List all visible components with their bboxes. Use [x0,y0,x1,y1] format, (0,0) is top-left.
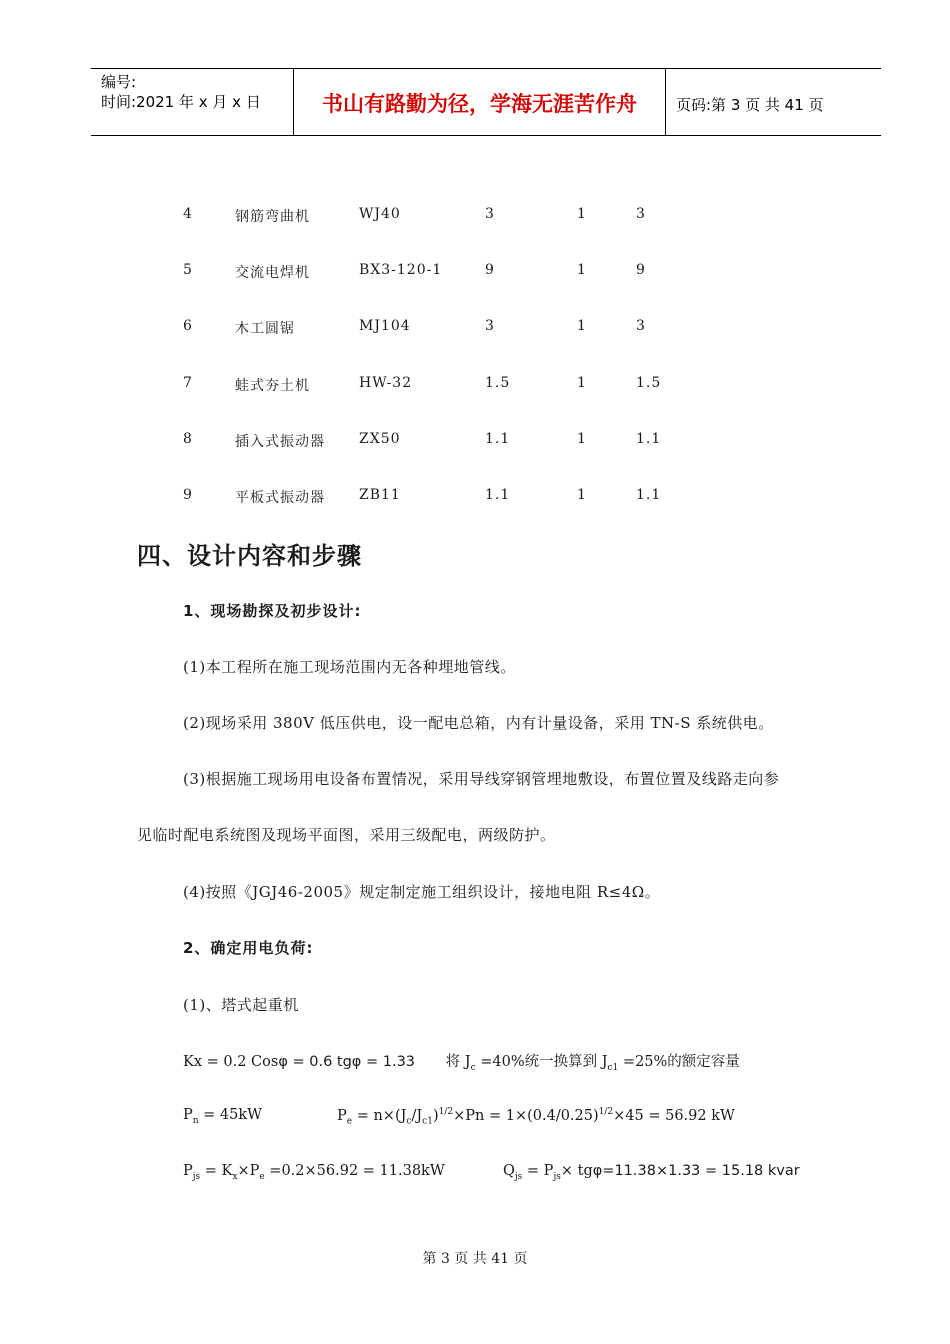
subsection-title-survey: 1、现场勘探及初步设计: [183,602,362,620]
equipment-name: 平板式振动器 [235,490,325,506]
formula-text: =25%的额定容量 [618,1054,740,1070]
equipment-model: HW-32 [359,375,413,391]
list-item: (1)、塔式起重机 [183,996,299,1014]
formula-text: φ=11.38×1.33 = 15.18 kvar [592,1163,800,1179]
row-number: 7 [183,375,193,391]
formula-text: P [183,1107,193,1123]
equipment-power: 3 [485,318,495,334]
formula-subscript: js [514,1171,523,1182]
formula-line-1 [183,1050,740,1073]
formula-subscript: c1 [422,1116,433,1127]
formula-subscript: c [470,1062,476,1073]
formula-line-3b [503,1163,800,1182]
table-row [0,262,950,286]
header-bottom-rule [91,135,881,136]
formula-subscript: c [406,1116,412,1127]
formula-text: = K [200,1163,233,1179]
formula-text: ×P [237,1163,260,1179]
formula-subscript: e [346,1116,353,1127]
equipment-model: ZB11 [359,487,401,503]
table-row [0,206,950,230]
formula-line-3 [183,1163,445,1182]
equipment-quantity: 1 [577,206,587,222]
header-time-label: 时间:2021 年 x 月 x 日 [101,93,261,111]
formula-superscript: 1/2 [438,1107,454,1117]
formula-text: = n×(J [352,1107,407,1124]
subsection-title-load: 2、确定用电负荷: [183,939,314,957]
table-row [0,375,950,399]
equipment-total: 1.1 [636,487,662,503]
equipment-total: 1.5 [636,375,662,391]
equipment-model: BX3-120-1 [359,262,443,278]
equipment-total: 9 [636,262,646,278]
header-page-label: 页码:第 3 页 共 41 页 [676,96,824,114]
equipment-total: 1.1 [636,431,662,447]
equipment-total: 3 [636,206,646,222]
formula-text: = P [522,1163,554,1179]
formula-text: ×Pn = 1×(0.4/0.25) [453,1107,599,1124]
equipment-power: 1.5 [485,375,511,391]
formula-text: =0.2×56.92 = 11.38kW [264,1163,445,1179]
equipment-model: ZX50 [359,431,401,447]
paragraph-continuation: 见临时配电系统图及现场平面图，采用三级配电，两级防护。 [137,826,556,844]
formula-line-2b [337,1107,735,1127]
equipment-quantity: 1 [577,375,587,391]
header-id-label: 编号: [101,73,137,91]
formula-text: ×45 = 56.92 kW [613,1107,735,1124]
formula-line-2 [183,1107,262,1126]
equipment-power: 1.1 [485,487,511,503]
table-row [0,487,950,511]
formula-text: φ = 0.6 tgφ = 1.33 [278,1054,416,1070]
formula-text: 将 J [445,1054,471,1070]
header-motto: 书山有路勤为径，学海无涯苦作舟 [322,92,637,116]
formula-subscript: js [553,1171,561,1182]
formula-subscript: c1 [607,1062,619,1073]
table-row [0,431,950,455]
equipment-name: 木工圆锯 [235,321,295,337]
equipment-power: 9 [485,262,495,278]
formula-text: × tg [560,1163,593,1179]
header-divider-right [665,68,666,136]
formula-text: = 45kW [198,1107,263,1123]
formula-superscript: 1/2 [598,1107,614,1117]
equipment-total: 3 [636,318,646,334]
row-number: 4 [183,206,193,222]
row-number: 8 [183,431,193,447]
equipment-model: WJ40 [359,206,401,222]
equipment-quantity: 1 [577,431,587,447]
formula-text: P [337,1107,347,1124]
equipment-power: 3 [485,206,495,222]
table-row [0,318,950,342]
section-title: 四、设计内容和步骤 [137,542,362,570]
paragraph: (3)根据施工现场用电设备布置情况，采用导线穿钢管埋地敷设，布置位置及线路走向参 [183,770,780,788]
formula-text: Q [503,1163,515,1179]
equipment-name: 蛙式夯土机 [235,378,310,394]
row-number: 9 [183,487,193,503]
equipment-power: 1.1 [485,431,511,447]
formula-subscript: x [232,1171,238,1182]
row-number: 6 [183,318,193,334]
equipment-name: 钢筋弯曲机 [235,209,310,225]
formula-text: /J [411,1107,423,1124]
equipment-model: MJ104 [359,318,411,334]
paragraph: (1)本工程所在施工现场范围内无各种埋地管线。 [183,658,516,676]
page-footer: 第 3 页 共 41 页 [422,1251,528,1267]
paragraph: (2)现场采用 380V 低压供电，设一配电总箱，内有计量设备，采用 TN-S 系统供电。 [183,714,774,732]
formula-subscript: e [259,1171,265,1182]
equipment-quantity: 1 [577,318,587,334]
equipment-name: 交流电焊机 [235,265,310,281]
equipment-name: 插入式振动器 [235,434,325,450]
equipment-quantity: 1 [577,487,587,503]
formula-text: =40%统一换算到 J [475,1054,608,1070]
paragraph: (4)按照《JGJ46-2005》规定制定施工组织设计，接地电阻 R≤4Ω。 [183,883,661,901]
row-number: 5 [183,262,193,278]
formula-text: Kx = 0.2 Cos [183,1054,279,1070]
equipment-quantity: 1 [577,262,587,278]
formula-subscript: n [192,1115,199,1126]
formula-text: P [183,1163,193,1179]
formula-subscript: js [192,1171,201,1182]
formula-text: ) [432,1107,439,1124]
header-top-rule [91,68,881,69]
